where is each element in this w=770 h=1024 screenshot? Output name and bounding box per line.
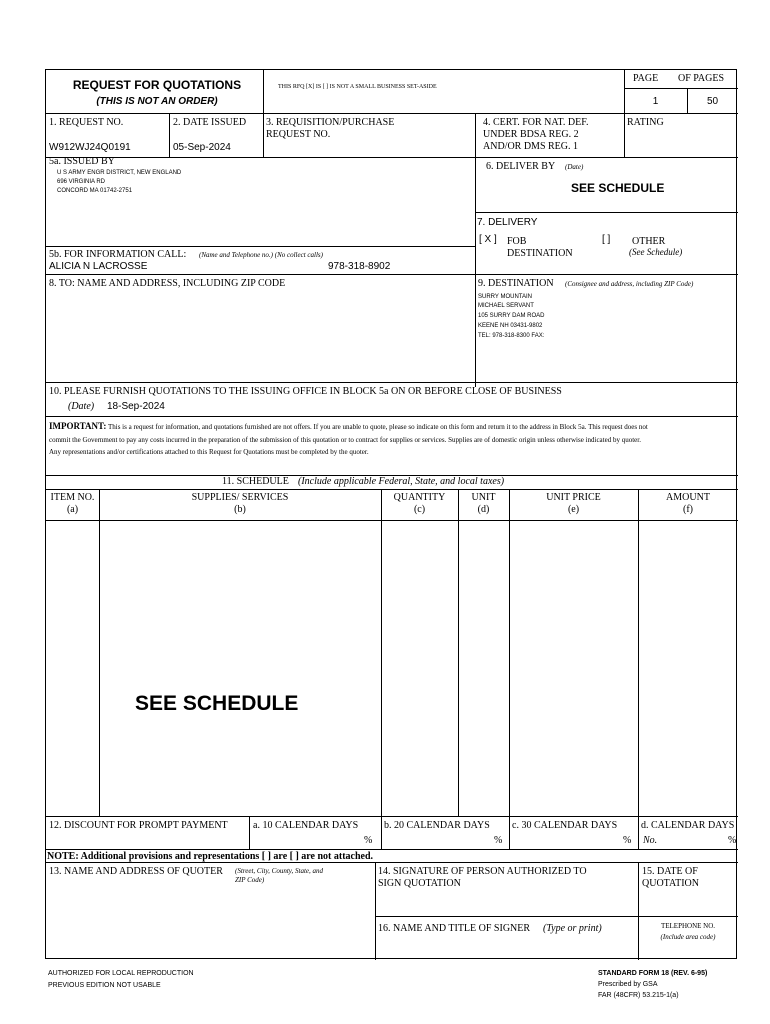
block6-hint: (Date)	[565, 163, 584, 171]
discount-30-percent: %	[623, 835, 632, 846]
block16-hint: (Type or print)	[543, 923, 602, 934]
request-number: W912WJ24Q0191	[49, 142, 131, 153]
destination-line4: KEENE NH 03431-9802	[478, 323, 543, 329]
block5b-label: 5b. FOR INFORMATION CALL:	[49, 249, 187, 260]
issued-by-line3: CONCORD MA 01742-2751	[57, 188, 133, 194]
col-unit-sub: (d)	[477, 504, 490, 515]
discount-30-days-label: c. 30 CALENDAR DAYS	[512, 820, 618, 831]
fob-checkbox[interactable]: [ X ]	[479, 234, 497, 245]
block2-label: 2. DATE ISSUED	[173, 117, 247, 128]
block10-label: 10. PLEASE FURNISH QUOTATIONS TO THE ISSUING OFFICE IN BLOCK 5a ON OR BEFORE CLOSE OF BUSINESS	[49, 386, 562, 397]
col-item-no: ITEM NO.	[50, 492, 95, 503]
form-title: REQUEST FOR QUOTATIONS	[72, 78, 242, 92]
contact-phone: 978-318-8902	[328, 261, 391, 272]
page-label: PAGE	[633, 73, 659, 84]
discount-calendar-percent: %	[728, 835, 737, 846]
col-amount: AMOUNT	[666, 492, 710, 503]
date-issued: 05-Sep-2024	[173, 142, 231, 153]
note-text: NOTE: Additional provisions and representations [ ] are [ ] are not attached.	[47, 851, 374, 862]
other-checkbox[interactable]: [ ]	[602, 234, 611, 245]
destination-line1: SURRY MOUNTAIN	[478, 294, 533, 300]
block10-date-hint: (Date)	[68, 401, 95, 412]
col-supplies: SUPPLIES/ SERVICES	[191, 492, 289, 503]
form-subtitle: (THIS IS NOT AN ORDER)	[96, 96, 218, 107]
col-supplies-sub: (b)	[234, 504, 246, 515]
col-amount-sub: (f)	[683, 504, 693, 515]
block16-label: 16. NAME AND TITLE OF SIGNER	[378, 923, 531, 934]
fob-destination-label: FOB DESTINATION	[507, 236, 573, 259]
col-item-no-sub: (a)	[66, 504, 79, 515]
col-unit: UNIT	[471, 492, 496, 503]
quotation-due-date: 18-Sep-2024	[107, 401, 165, 412]
discount-20-percent: %	[494, 835, 503, 846]
footer-prescribed-by: Prescribed by GSA	[598, 981, 658, 988]
footer-previous-edition: PREVIOUS EDITION NOT USABLE	[48, 982, 161, 989]
block12-label: 12. DISCOUNT FOR PROMPT PAYMENT	[49, 820, 228, 831]
block4-label: 4. CERT. FOR NAT. DEF. UNDER BDSA REG. 2 AND/OR DMS REG. 1	[483, 117, 589, 152]
rfq-form	[45, 69, 737, 959]
block5b-hint: (Name and Telephone no.) (No collect calls)	[199, 251, 323, 259]
schedule-label: 11. SCHEDULE	[222, 476, 289, 487]
destination-line5: TEL: 978-318-8300 FAX:	[478, 333, 545, 339]
important-label: IMPORTANT:	[49, 421, 107, 431]
footer-authorized: AUTHORIZED FOR LOCAL REPRODUCTION	[48, 970, 194, 977]
page-value: 1	[652, 96, 659, 107]
destination-line3: 105 SURRY DAM ROAD	[478, 313, 545, 319]
rating-label: RATING	[627, 117, 664, 128]
col-unit-price-sub: (e)	[567, 504, 580, 515]
schedule-hint: (Include applicable Federal, State, and local taxes)	[298, 476, 505, 487]
important-notice	[49, 420, 649, 459]
block14-label: 14. SIGNATURE OF PERSON AUTHORIZED TO SIGN QUOTATION	[378, 866, 587, 889]
contact-name: ALICIA N LACROSSE	[49, 261, 148, 272]
block9-label: 9. DESTINATION	[478, 278, 554, 289]
block1-label: 1. REQUEST NO.	[49, 117, 124, 128]
telephone-label: TELEPHONE NO.	[660, 922, 716, 930]
block9-hint: (Consignee and address, including ZIP Code)	[565, 280, 694, 288]
col-quantity-sub: (c)	[413, 504, 426, 515]
other-label: OTHER	[632, 236, 666, 247]
issued-by-line1: U S ARMY ENGR DISTRICT, NEW ENGLAND	[57, 170, 182, 176]
discount-10-days-label: a. 10 CALENDAR DAYS	[253, 820, 359, 831]
discount-20-days-label: b. 20 CALENDAR DAYS	[384, 820, 490, 831]
block5a-label: 5a. ISSUED BY	[49, 156, 115, 167]
discount-10-percent: %	[364, 835, 373, 846]
issued-by-line2: 696 VIRGINIA RD	[57, 179, 106, 185]
important-text: This is a request for information, and quotations furnished are not offers. If you are unable to quote, please so indicate on this form and return it to the address in Block 5a. This request does not commit the Government to pay any costs incurred in the preparation of the submission of this quotation or to contract for supplies or services. Supplies are of domestic origin unless otherwise indicated by quoter. Any representations and/or certifications attached to this Request for Quotations must be completed by the quoter.	[49, 423, 648, 456]
block13-label: 13. NAME AND ADDRESS OF QUOTER	[49, 866, 223, 877]
col-unit-price: UNIT PRICE	[546, 492, 601, 503]
telephone-hint: (Include area code)	[660, 933, 716, 941]
destination-line2: MICHAEL SERVANT	[478, 303, 534, 309]
discount-no-label: No.	[643, 835, 658, 846]
col-quantity: QUANTITY	[393, 492, 446, 503]
block8-label: 8. TO: NAME AND ADDRESS, INCLUDING ZIP CODE	[49, 278, 286, 289]
block7-label: 7. DELIVERY	[477, 217, 538, 228]
block13-hint: (Street, City, County, State, and ZIP Code)	[235, 867, 324, 884]
schedule-body-text: SEE SCHEDULE	[135, 692, 299, 715]
block6-label: 6. DELIVER BY	[486, 161, 556, 172]
footer-far-reference: FAR (48CFR) 53.215-1(a)	[598, 992, 679, 999]
set-aside-text: THIS RFQ [X] IS [ ] IS NOT A SMALL BUSINESS SET-ASIDE	[278, 84, 437, 90]
footer-standard-form: STANDARD FORM 18 (REV. 6-95)	[598, 970, 708, 977]
deliver-by-value: SEE SCHEDULE	[571, 181, 665, 195]
other-hint: (See Schedule)	[629, 247, 683, 257]
block15-label: 15. DATE OF QUOTATION	[642, 866, 699, 889]
discount-calendar-days-label: d. CALENDAR DAYS	[641, 820, 735, 831]
block3-label: 3. REQUISITION/PURCHASE REQUEST NO.	[266, 117, 395, 140]
of-pages-value: 50	[706, 96, 719, 107]
of-pages-label: OF PAGES	[678, 73, 725, 84]
